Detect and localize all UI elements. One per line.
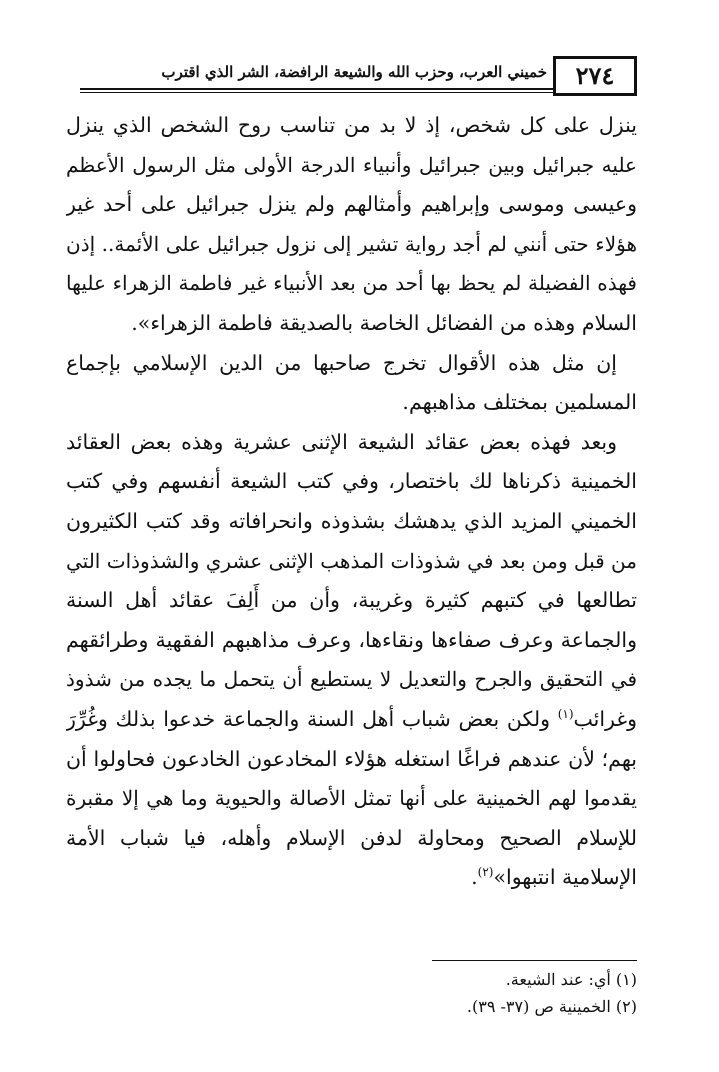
- text-line: تطالعها في كتبهم كثيرة وغريبة، وأن من أَلِفَ عقائد أهل السنة: [66, 588, 637, 613]
- text-line: وبعد فهذه بعض عقائد الشيعة الإثنى عشرية وهذه بعض العقائد: [66, 429, 617, 454]
- text-line: بهم؛ لأن عندهم فراغًا استغله هؤلاء المخادعون الخادعون فحاولوا أن: [66, 746, 637, 771]
- text-line: وعيسى وموسى وإبراهيم وأمثالهم ولم ينزل جبرائيل على أحد غير: [66, 192, 637, 217]
- header-rule-thin: [80, 92, 580, 93]
- text-line: ينزل على كل شخص، إذ لا بد من تناسب روح الشخص الذي ينزل: [66, 113, 637, 137]
- text-line: في التحقيق والجرح والتعديل لا يستطيع أن يتحمل ما يجده من شذوذ: [66, 667, 637, 692]
- body-text: [66, 106, 637, 898]
- text-line: السلام وهذه من الفضائل الخاصة بالصديقة فاطمة الزهراء».: [131, 310, 637, 335]
- text-line: يقدموا لهم الخمينية على أنها تمثل الأصالة والحيوية وما هي إلا مقبرة: [66, 786, 637, 811]
- footnote-ref-2: (٢): [477, 865, 494, 880]
- text-line: المسلمين بمختلف مذاهبهم.: [402, 390, 637, 415]
- running-title: خميني العرب، وحزب الله والشيعة الرافضة، الشر الذي اقترب: [161, 63, 547, 81]
- footnote-rule: [432, 960, 637, 961]
- text-fragment: الإسلامية انتبهوا»: [493, 865, 637, 890]
- text-line: فهذه الفضيلة لم يحظ بها أحد من بعد الأنبياء غير فاطمة الزهراء عليها: [66, 271, 637, 296]
- text-line: إن مثل هذه الأقوال تخرج صاحبها من الدين الإسلامي بإجماع: [66, 350, 617, 375]
- header-rule: [80, 88, 580, 90]
- text-line: الخمينية ذكرناها لك باختصار، وفي كتب الشيعة أنفسهم وفي كتب: [66, 469, 637, 494]
- end-punctuation: .: [471, 865, 478, 890]
- page-number: ٢٧٤: [553, 56, 637, 96]
- text-line: للإسلام الصحيح ومحاولة لدفن الإسلام وأهله، فيا شباب الأمة: [66, 825, 637, 850]
- text-line-with-ref: [66, 700, 637, 740]
- footnotes: [77, 966, 637, 1020]
- footnote-1: (١) أي: عند الشيعة.: [505, 970, 637, 989]
- text-line: من قبل ومن بعد في شذوذات المذهب الإثنى عشري والشذوذات التي: [66, 548, 637, 573]
- text-line-with-ref: [66, 858, 637, 898]
- text-line: هؤلاء حتى أنني لم أجد رواية تشير إلى نزول جبرائيل على الأئمة.. إذن: [66, 231, 637, 256]
- text-fragment: ولكن بعض شباب أهل السنة والجماعة خدعوا بذلك وغُرِّرَ: [66, 706, 550, 731]
- text-line: والجماعة وعرف صفاءها ونقاءها، وعرف مذاهبهم الفقهية وطرائقهم: [66, 627, 637, 652]
- text-line: الخميني المزيد الذي يدهشك بشذوذه وانحرافاته وقد كتب الكثيرون: [66, 508, 637, 533]
- footnote-2: (٢) الخمينية ص (٣٧- ٣٩).: [466, 997, 637, 1016]
- footnote-ref-1: (١): [557, 707, 574, 722]
- text-fragment: وغرائب: [573, 706, 637, 731]
- text-line: عليه جبرائيل وبين جبرائيل وأنبياء الدرجة الأولى مثل الرسول الأعظم: [66, 152, 637, 177]
